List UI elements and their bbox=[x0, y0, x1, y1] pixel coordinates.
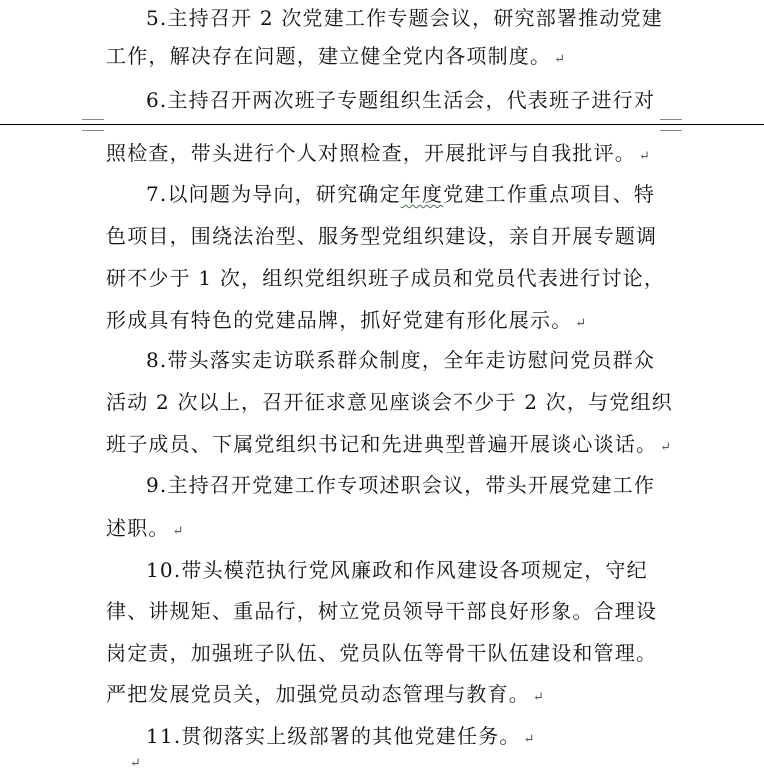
spellcheck-underlined-text[interactable]: 年度 bbox=[400, 182, 444, 206]
paragraph-mark-icon: ↵ bbox=[533, 690, 544, 705]
paragraph-10-line-3 bbox=[106, 639, 666, 667]
text-run: 7.以问题为导向，研究确定 bbox=[146, 182, 401, 206]
text-run: 活动 2 次以上，召开征求意见座谈会不少于 2 次，与党组织 bbox=[106, 390, 673, 414]
text-run: 8.带头落实走访联系群众制度，全年走访慰问党员群众 bbox=[146, 348, 656, 372]
paragraph-9-line-2 bbox=[106, 514, 666, 542]
text-run: 严把发展党员关，加强党员动态管理与教育。 bbox=[106, 682, 530, 706]
text-run: 律、讲规矩、重品行，树立党员领导干部良好形象。合理设 bbox=[106, 599, 658, 623]
paragraph-6-line-2 bbox=[106, 139, 666, 167]
paragraph-5-line-1 bbox=[146, 4, 666, 32]
paragraph-mark-icon: ↵ bbox=[639, 149, 650, 164]
text-run: 照检查，带头进行个人对照检查，开展批评与自我批评。 bbox=[106, 141, 636, 165]
text-run: 10.带头模范执行党风廉政和作风建设各项规定，守纪 bbox=[146, 558, 648, 582]
paragraph-10-line-4 bbox=[106, 680, 666, 708]
paragraph-10-line-2 bbox=[106, 597, 666, 625]
paragraph-mark-icon: ↵ bbox=[523, 732, 535, 747]
paragraph-7-line-3 bbox=[106, 264, 666, 292]
paragraph-11-line-1 bbox=[146, 722, 666, 750]
paragraph-8-line-2 bbox=[106, 388, 673, 416]
paragraph-10-line-1 bbox=[146, 556, 666, 584]
text-run: 色项目，围绕法治型、服务型党组织建设，亲自开展专题调 bbox=[106, 224, 658, 248]
paragraph-mark-icon: ↵ bbox=[554, 52, 566, 67]
text-run: 工作，解决存在问题，建立健全党内各项制度。 bbox=[106, 44, 552, 68]
paragraph-7-line-2 bbox=[106, 222, 666, 250]
text-run: 研不少于 1 次，组织党组织班子成员和党员代表进行讨论， bbox=[106, 266, 666, 290]
text-run: 形成具有特色的党建品牌，抓好党建有形化展示。 bbox=[106, 308, 573, 332]
text-run: 11.贯彻落实上级部署的其他党建任务。 bbox=[146, 724, 521, 748]
paragraph-mark-icon: ↵ bbox=[172, 524, 184, 539]
text-run: 9.主持召开党建工作专项述职会议，带头开展党建工作 bbox=[146, 473, 656, 497]
page-break-line bbox=[0, 124, 764, 125]
paragraph-7-line-1 bbox=[146, 180, 666, 208]
paragraph-8-line-3 bbox=[106, 430, 672, 458]
paragraph-mark-icon: ↵ bbox=[575, 316, 587, 331]
text-run: 岗定责，加强班子队伍、党员队伍等骨干队伍建设和管理。 bbox=[106, 641, 658, 665]
text-run: 述职。 bbox=[106, 516, 170, 540]
page-corner-mark-icon bbox=[660, 119, 682, 131]
text-run: 班子成员、下属党组织书记和先进典型普遍开展谈心谈话。 bbox=[106, 432, 658, 456]
paragraph-5-line-2 bbox=[106, 42, 666, 70]
text-run: 6.主持召开两次班子专题组织生活会，代表班子进行对 bbox=[146, 88, 656, 112]
paragraph-9-line-1 bbox=[146, 471, 666, 499]
paragraph-mark-icon: ↵ bbox=[130, 756, 141, 771]
paragraph-7-line-4 bbox=[106, 306, 666, 334]
paragraph-6-line-1 bbox=[146, 86, 666, 114]
page-corner-mark-icon bbox=[82, 119, 104, 131]
paragraph-mark-icon: ↵ bbox=[660, 440, 672, 455]
text-run: 党建工作重点项目、特 bbox=[443, 182, 656, 206]
paragraph-8-line-1 bbox=[146, 346, 666, 374]
text-run: 5.主持召开 2 次党建工作专题会议，研究部署推动党建 bbox=[146, 6, 663, 30]
